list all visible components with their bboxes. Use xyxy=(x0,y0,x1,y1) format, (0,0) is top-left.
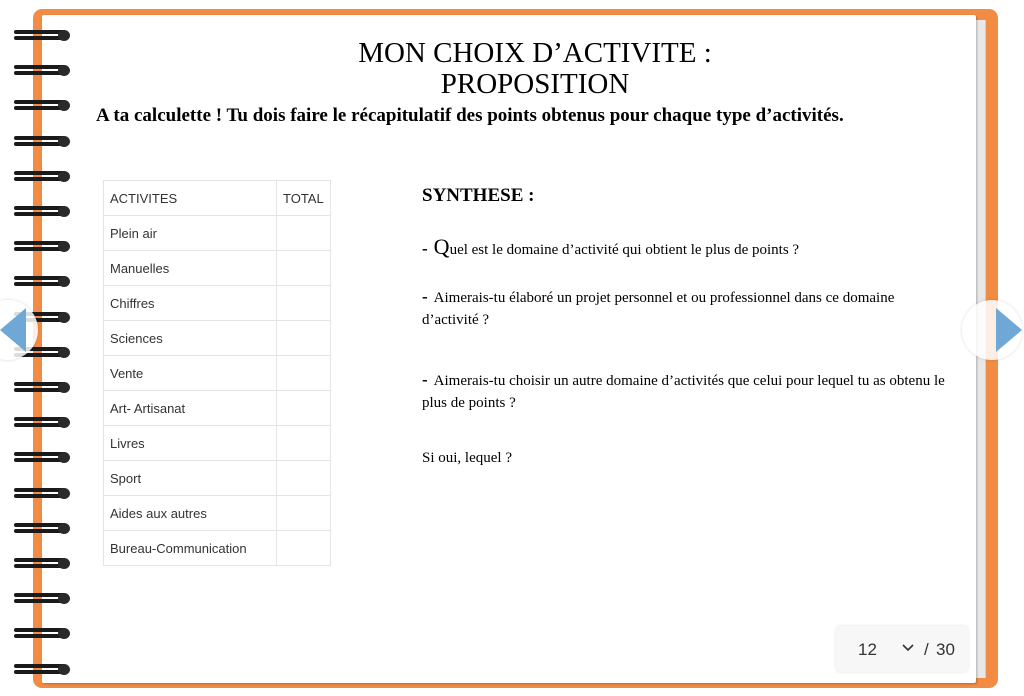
question-3 xyxy=(422,369,952,414)
table-row xyxy=(104,496,331,531)
bullet-dash: - xyxy=(422,370,428,389)
spiral-ring xyxy=(14,241,70,253)
total-cell[interactable] xyxy=(277,531,331,566)
spiral-ring xyxy=(14,276,70,288)
next-page-button[interactable] xyxy=(984,300,1024,362)
activity-label: Livres xyxy=(104,426,277,461)
total-cell[interactable] xyxy=(277,426,331,461)
spiral-ring xyxy=(14,171,70,183)
spiral-ring xyxy=(14,30,70,42)
synthese-title: SYNTHESE : xyxy=(422,185,535,206)
table-row xyxy=(104,286,331,321)
activity-label: Vente xyxy=(104,356,277,391)
table-row xyxy=(104,356,331,391)
activities-table xyxy=(103,180,331,566)
title-line-1: MON CHOIX D’ACTIVITE : xyxy=(358,37,712,69)
activity-label: Bureau-Communication xyxy=(104,531,277,566)
spiral-ring xyxy=(14,206,70,218)
table-header-row xyxy=(104,181,331,216)
chevron-left-icon xyxy=(0,308,26,352)
spiral-ring xyxy=(14,417,70,429)
question-3-text: Aimerais-tu choisir un autre domaine d’activités que celui pour lequel tu as obtenu le plus de points ? xyxy=(422,373,945,411)
table-row xyxy=(104,461,331,496)
activity-label: Chiffres xyxy=(104,286,277,321)
activity-label: Sciences xyxy=(104,321,277,356)
total-cell[interactable] xyxy=(277,461,331,496)
activity-label: Sport xyxy=(104,461,277,496)
activity-label: Plein air xyxy=(104,216,277,251)
drop-letter: Q xyxy=(433,234,450,259)
previous-page-button[interactable] xyxy=(0,300,40,362)
current-page[interactable]: 12 xyxy=(858,640,877,659)
spiral-ring xyxy=(14,136,70,148)
spiral-ring xyxy=(14,558,70,570)
total-cell[interactable] xyxy=(277,321,331,356)
spiral-ring xyxy=(14,100,70,112)
table-row xyxy=(104,251,331,286)
total-cell[interactable] xyxy=(277,216,331,251)
activity-label: Aides aux autres xyxy=(104,496,277,531)
spiral-ring xyxy=(14,664,70,676)
table-row xyxy=(104,426,331,461)
instruction-text: A ta calculette ! Tu dois faire le récapitulatif des points obtenus pour chaque type d’activités. xyxy=(96,105,844,126)
column-header-activites: ACTIVITES xyxy=(104,181,277,216)
spiral-ring xyxy=(14,488,70,500)
chevron-down-icon[interactable] xyxy=(902,640,914,655)
activity-label: Art- Artisanat xyxy=(104,391,277,426)
total-cell[interactable] xyxy=(277,496,331,531)
table-row xyxy=(104,531,331,566)
spiral-ring xyxy=(14,452,70,464)
total-cell[interactable] xyxy=(277,251,331,286)
question-1-text: uel est le domaine d’activité qui obtient le plus de points ? xyxy=(449,242,800,258)
question-4: Si oui, lequel ? xyxy=(422,450,512,466)
chevron-right-icon xyxy=(996,308,1022,352)
page-title xyxy=(240,38,830,100)
spiral-ring xyxy=(14,523,70,535)
title-line-2: PROPOSITION xyxy=(440,68,630,100)
total-cell[interactable] xyxy=(277,356,331,391)
total-cell[interactable] xyxy=(277,391,331,426)
total-pages: 30 xyxy=(936,640,955,659)
page-separator: / xyxy=(924,640,929,659)
spiral-ring xyxy=(14,593,70,605)
bullet-dash: - xyxy=(422,287,428,306)
question-2-text: Aimerais-tu élaboré un projet personnel et ou professionnel dans ce domaine d’activité ? xyxy=(422,290,895,328)
spiral-ring xyxy=(14,382,70,394)
page-selector[interactable] xyxy=(836,626,968,672)
question-1 xyxy=(422,236,952,261)
column-header-total: TOTAL xyxy=(277,181,331,216)
activity-label: Manuelles xyxy=(104,251,277,286)
spiral-ring xyxy=(14,628,70,640)
bullet-dash: - xyxy=(422,239,428,258)
spiral-ring xyxy=(14,65,70,77)
table-row xyxy=(104,216,331,251)
table-row xyxy=(104,391,331,426)
table-row xyxy=(104,321,331,356)
total-cell[interactable] xyxy=(277,286,331,321)
question-2 xyxy=(422,286,952,331)
